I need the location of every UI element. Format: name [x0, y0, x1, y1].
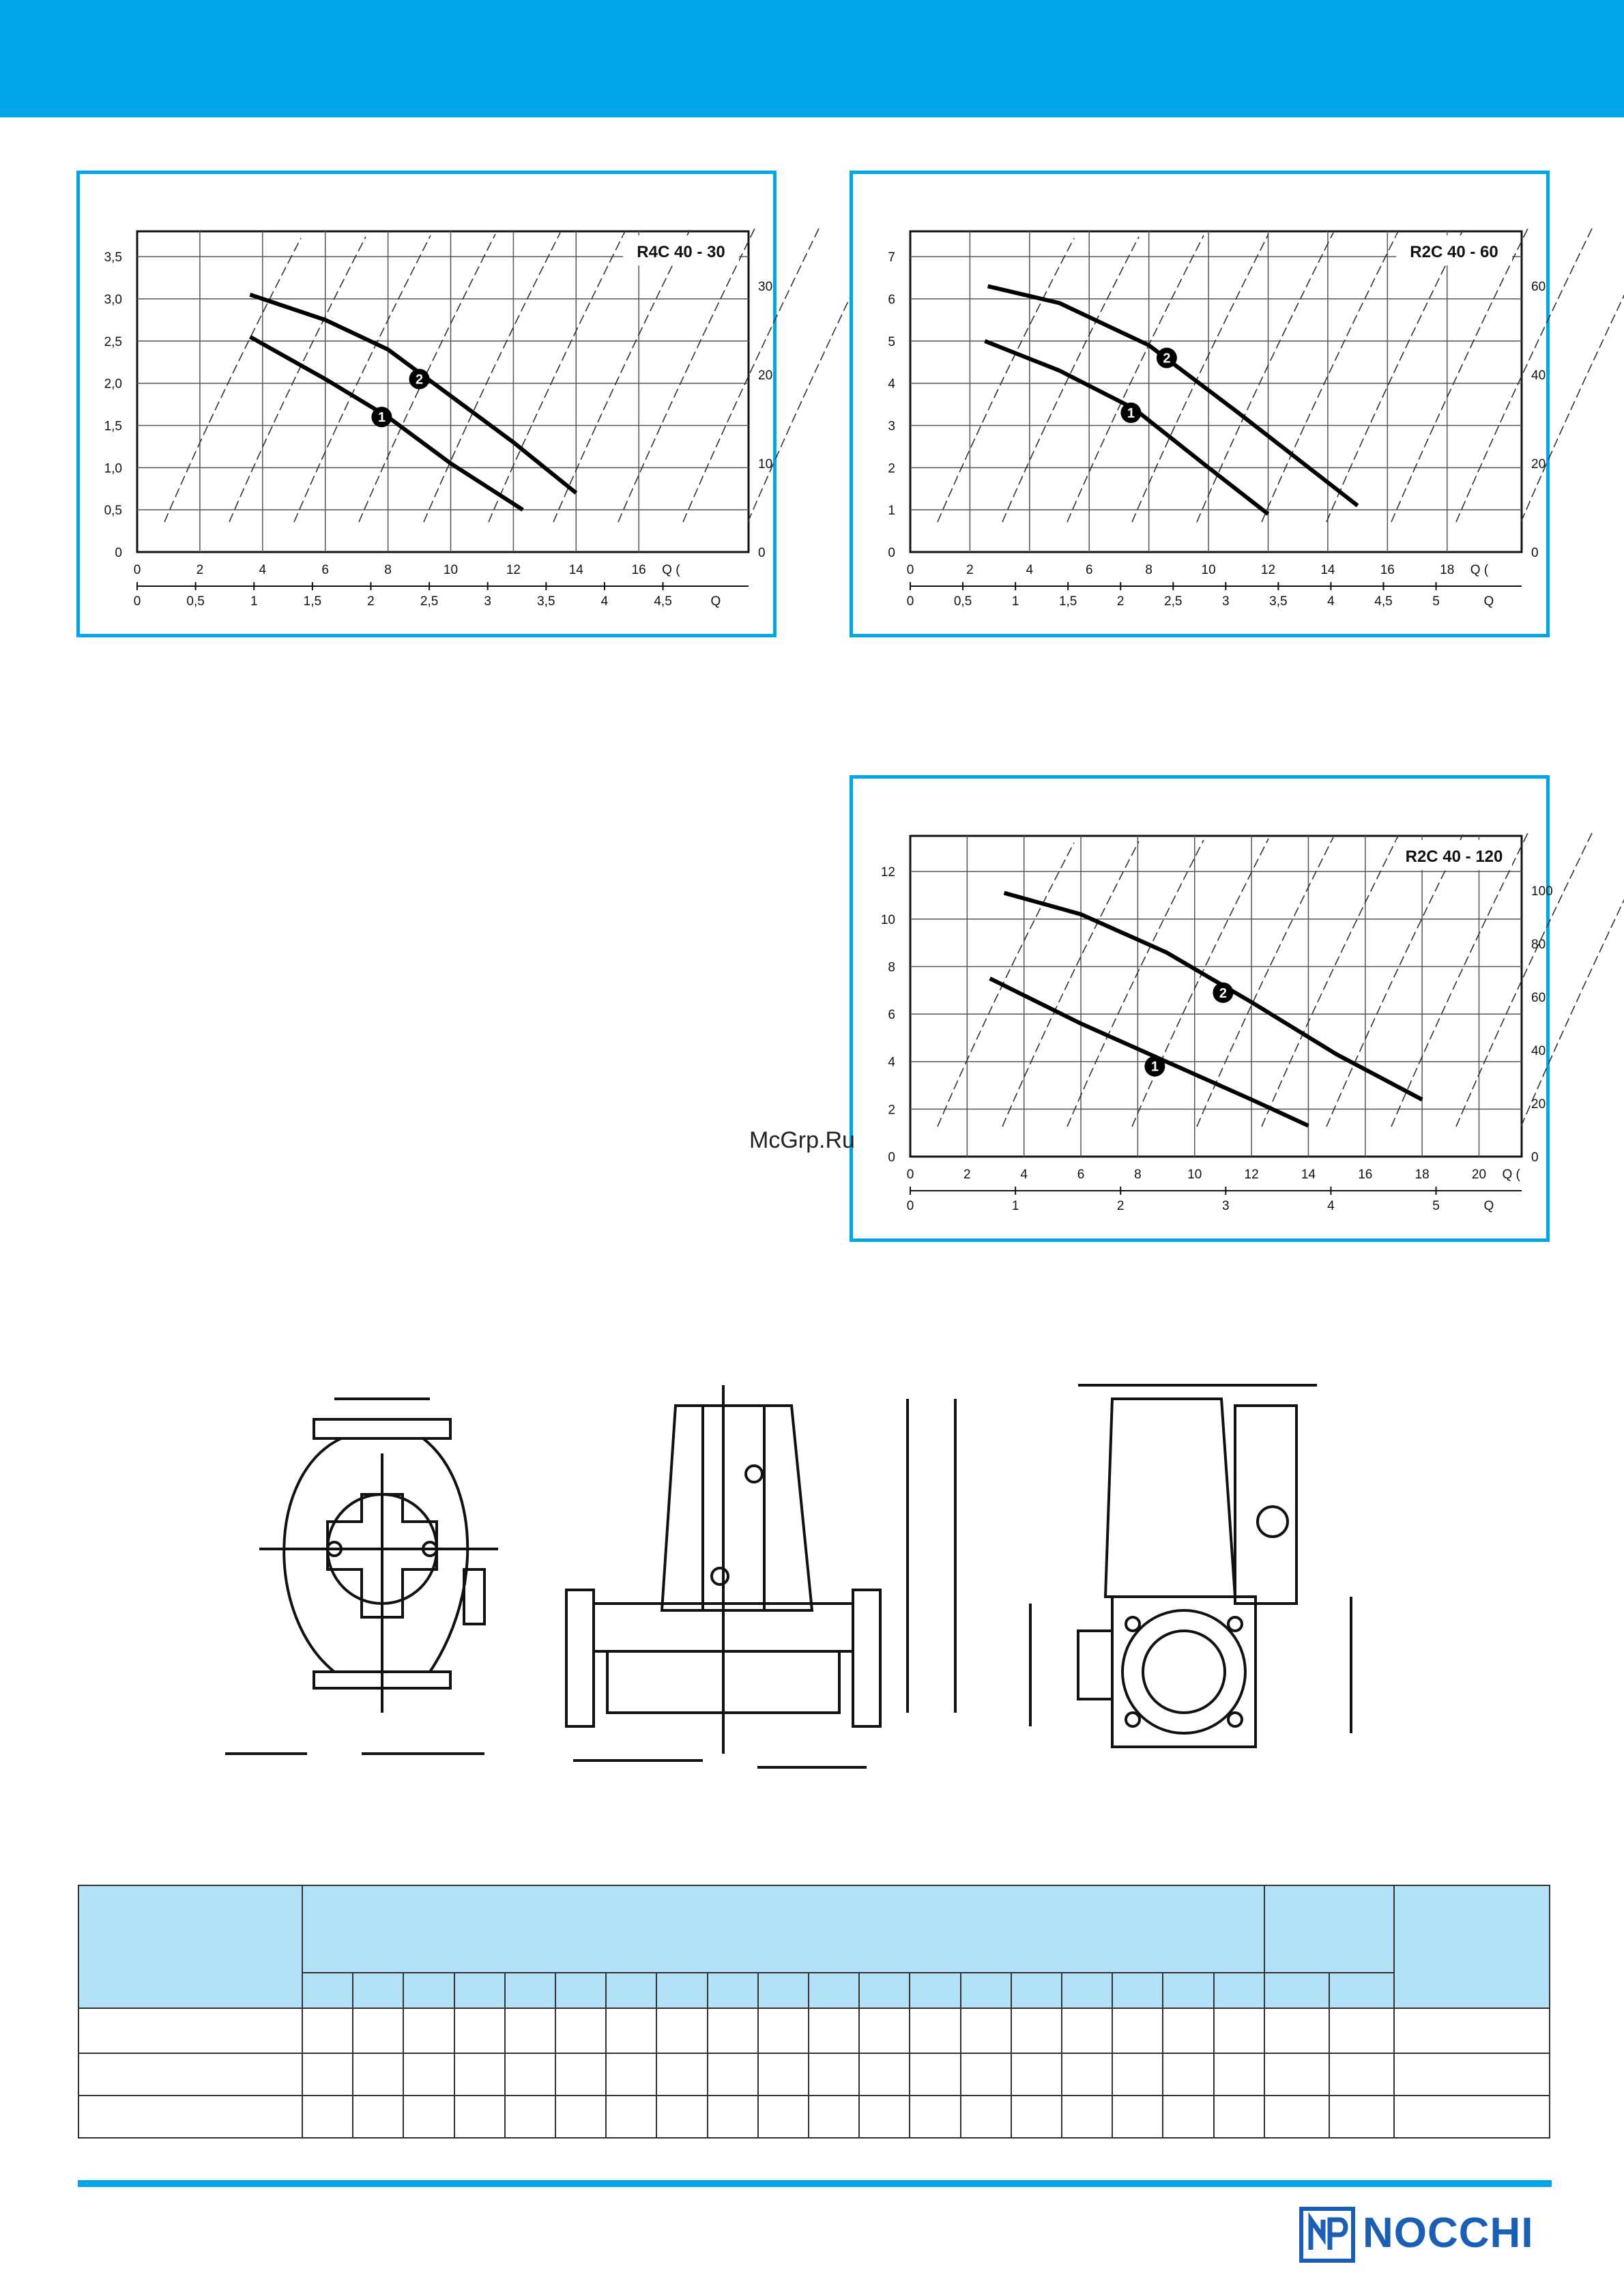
table-cell: [1163, 2096, 1213, 2138]
system-curve: [1391, 833, 1528, 1127]
table-cell: [961, 2096, 1011, 2138]
y-tick-label: 10: [880, 912, 895, 927]
y-tick-label: 3: [888, 419, 895, 434]
secondary-tick-label: 0,5: [953, 594, 972, 609]
table-subheader-cell: [809, 1973, 859, 2008]
x-tick-label: 10: [443, 563, 459, 577]
table-cell: [656, 2096, 707, 2138]
system-curve: [1456, 227, 1593, 522]
secondary-tick-label: 4,5: [1374, 594, 1393, 609]
y-tick-label: 0: [888, 1150, 895, 1165]
table-cell: [656, 2008, 707, 2053]
table-cell: [78, 2053, 302, 2096]
y-tick-label: 3,5: [104, 250, 122, 265]
top-header-band: [0, 0, 1624, 117]
secondary-tick-label: 1: [1011, 1199, 1019, 1213]
right-tick-label: 0: [1531, 546, 1539, 560]
footer-rule: [78, 2180, 1552, 2187]
table-cell: [1011, 2053, 1062, 2096]
table-header-cell: [302, 1885, 1264, 1973]
secondary-tick-label: 2,5: [420, 594, 439, 609]
right-tick-label: 100: [1531, 884, 1553, 899]
x-tick-label: 0: [133, 563, 141, 577]
table-cell: [1264, 2053, 1329, 2096]
table-row: [78, 2053, 1550, 2096]
x-tick-label: 8: [1145, 563, 1152, 577]
right-tick-label: 20: [1531, 1097, 1546, 1112]
table-subheader-cell: [1264, 1973, 1329, 2008]
system-curve: [1391, 229, 1528, 522]
table-cell: [1214, 2096, 1264, 2138]
table-cell: [809, 2053, 859, 2096]
y-tick-label: 4: [888, 377, 895, 392]
system-curve: [1067, 840, 1204, 1127]
x-axis-label: Q (: [1502, 1168, 1520, 1182]
table-subheader-cell: [708, 1973, 758, 2008]
y-tick-label: 2,5: [104, 334, 122, 349]
y-tick-label: 6: [888, 1008, 895, 1023]
table-cell: [859, 2096, 910, 2138]
table-cell: [1062, 2096, 1112, 2138]
x-tick-label: 14: [1301, 1168, 1316, 1182]
system-curve: [1132, 839, 1268, 1127]
system-curve: [1067, 235, 1204, 522]
x-tick-label: 14: [568, 563, 583, 577]
system-curve: [229, 237, 366, 522]
table-cell: [555, 2008, 606, 2053]
secondary-tick-label: 0,5: [186, 594, 205, 609]
table-cell: [454, 2008, 505, 2053]
table-subheader-cell: [555, 1973, 606, 2008]
right-tick-label: 60: [1531, 279, 1546, 294]
table-row: [78, 2096, 1550, 2138]
y-tick-label: 2,0: [104, 377, 122, 392]
curve-marker-label: 1: [1127, 405, 1135, 421]
table-subheader-cell: [758, 1973, 809, 2008]
secondary-tick-label: 1,5: [303, 594, 322, 609]
system-curve: [683, 227, 820, 522]
table-cell: [1163, 2008, 1213, 2053]
right-tick-label: 60: [1531, 990, 1546, 1005]
table-cell: [1062, 2008, 1112, 2053]
system-curve: [1326, 230, 1463, 522]
secondary-tick-label: 5: [1432, 1199, 1440, 1213]
table-cell: [302, 2096, 353, 2138]
y-tick-label: 0,5: [104, 504, 122, 519]
system-curve: [1002, 237, 1139, 522]
x-tick-label: 4: [1026, 563, 1034, 577]
x-axis-label: Q (: [662, 563, 680, 577]
secondary-tick-label: 5: [1432, 594, 1440, 609]
curve-series-1: [985, 341, 1268, 515]
specifications-table: [78, 1885, 1550, 2139]
x-tick-label: 2: [196, 563, 204, 577]
table-subheader-cell: [1163, 1973, 1213, 2008]
table-cell: [1112, 2053, 1163, 2096]
curve-series-2: [988, 286, 1358, 506]
plot-area: [910, 231, 1522, 552]
table-cell: [505, 2096, 555, 2138]
y-tick-label: 8: [888, 960, 895, 975]
table-cell: [708, 2008, 758, 2053]
table-cell: [1264, 2008, 1329, 2053]
table-header-cell: [1394, 1885, 1550, 2008]
table-cell: [78, 2096, 302, 2138]
secondary-tick-label: 3: [1222, 1199, 1230, 1213]
table-subheader-cell: [302, 1973, 353, 2008]
secondary-tick-label: 2: [1116, 594, 1125, 609]
y-tick-label: 1: [888, 504, 895, 519]
table-row: [78, 2008, 1550, 2053]
watermark-text: McGrp.Ru: [749, 1127, 855, 1153]
table-cell: [910, 2053, 960, 2096]
table-cell: [1214, 2053, 1264, 2096]
system-curve: [1456, 832, 1593, 1127]
front-view-drawing: [566, 1385, 955, 1767]
table-cell: [961, 2008, 1011, 2053]
x-tick-label: 20: [1471, 1168, 1487, 1182]
x-tick-label: 6: [1085, 563, 1093, 577]
right-tick-label: 20: [1531, 457, 1546, 472]
table-cell: [78, 2008, 302, 2053]
secondary-tick-label: 1: [1011, 594, 1019, 609]
curve-series-2: [250, 295, 576, 493]
table-subheader-cell: [1011, 1973, 1062, 2008]
table-subheader-cell: [505, 1973, 555, 2008]
table-cell: [606, 2096, 656, 2138]
system-curve: [553, 230, 690, 522]
pump-dimension-drawings: [225, 1385, 1440, 1808]
system-curve: [1197, 233, 1333, 522]
table-cell: [403, 2008, 454, 2053]
secondary-axis-label: Q: [1483, 594, 1494, 609]
secondary-tick-label: 1,5: [1058, 594, 1077, 609]
top-view-drawing: [1030, 1385, 1351, 1747]
secondary-tick-label: 0: [906, 1199, 914, 1213]
brand-logo: [1300, 2207, 1552, 2262]
table-subheader-cell: [454, 1973, 505, 2008]
system-curve: [424, 233, 560, 522]
y-tick-label: 2: [888, 461, 895, 476]
table-cell: [1011, 2008, 1062, 2053]
secondary-tick-label: 2: [367, 594, 375, 609]
model-label: R2C 40 - 120: [1405, 847, 1503, 866]
y-tick-label: 1,5: [104, 419, 122, 434]
table-cell: [606, 2008, 656, 2053]
table-subheader-cell: [656, 1973, 707, 2008]
right-tick-label: 40: [1531, 1043, 1546, 1058]
model-label: R2C 40 - 60: [1410, 243, 1498, 261]
side-view-drawing: [225, 1399, 498, 1754]
secondary-axis-label: Q: [1483, 1199, 1494, 1213]
table-cell: [1329, 2096, 1394, 2138]
secondary-tick-label: 3,5: [1269, 594, 1288, 609]
table-header-cell: [78, 1885, 302, 2008]
table-cell: [1011, 2096, 1062, 2138]
curve-series-2: [1004, 893, 1423, 1100]
x-tick-label: 18: [1440, 563, 1455, 577]
table-cell: [758, 2096, 809, 2138]
chart-r2c-40-60: [850, 171, 1550, 637]
table-cell: [1329, 2053, 1394, 2096]
table-subheader-cell: [1112, 1973, 1163, 2008]
logo-wordmark: NOCCHI: [1363, 2209, 1534, 2257]
y-tick-label: 4: [888, 1055, 895, 1070]
table-cell: [961, 2053, 1011, 2096]
secondary-tick-label: 0: [133, 594, 141, 609]
table-cell: [353, 2096, 403, 2138]
table-subheader-cell: [606, 1973, 656, 2008]
table-cell: [403, 2053, 454, 2096]
table-cell: [505, 2053, 555, 2096]
table-subheader-cell: [859, 1973, 910, 2008]
table-cell: [454, 2096, 505, 2138]
y-tick-label: 3,0: [104, 292, 122, 307]
table-cell: [1163, 2053, 1213, 2096]
x-tick-label: 6: [1077, 1168, 1085, 1182]
x-tick-label: 4: [259, 563, 267, 577]
table-cell: [302, 2053, 353, 2096]
x-tick-label: 4: [1020, 1168, 1028, 1182]
curve-marker-label: 2: [1219, 985, 1227, 1001]
table-cell: [555, 2053, 606, 2096]
y-tick-label: 12: [880, 865, 895, 880]
chart-r4c-40-30: [76, 171, 777, 637]
table-cell: [454, 2053, 505, 2096]
table-cell: [1062, 2053, 1112, 2096]
model-label: R4C 40 - 30: [637, 243, 725, 261]
x-tick-label: 14: [1320, 563, 1335, 577]
chart-r2c-40-120: [850, 775, 1553, 1242]
x-tick-label: 10: [1201, 563, 1216, 577]
table-cell: [1112, 2096, 1163, 2138]
x-tick-label: 2: [963, 1168, 971, 1182]
x-tick-label: 8: [1134, 1168, 1142, 1182]
table-cell: [910, 2008, 960, 2053]
table-cell: [708, 2053, 758, 2096]
curve-marker-label: 2: [1163, 351, 1171, 366]
table-cell: [1394, 2096, 1550, 2138]
right-tick-label: 80: [1531, 937, 1546, 952]
x-tick-label: 12: [1260, 563, 1276, 577]
y-tick-label: 6: [888, 292, 895, 307]
secondary-tick-label: 4: [600, 594, 609, 609]
right-tick-label: 20: [758, 368, 773, 383]
table-cell: [1394, 2008, 1550, 2053]
np-monogram-icon: [1300, 2207, 1354, 2262]
system-curve: [1262, 836, 1398, 1127]
table-cell: [809, 2008, 859, 2053]
system-curve: [938, 238, 1074, 522]
table-subheader-cell: [961, 1973, 1011, 2008]
table-header-cell: [1264, 1885, 1394, 1973]
y-tick-label: 7: [888, 250, 895, 265]
table-cell: [859, 2008, 910, 2053]
table-cell: [403, 2096, 454, 2138]
table-cell: [555, 2096, 606, 2138]
table-subheader-cell: [403, 1973, 454, 2008]
y-tick-label: 0: [888, 546, 895, 560]
system-curve: [164, 238, 301, 522]
table-cell: [910, 2096, 960, 2138]
secondary-tick-label: 3: [1222, 594, 1230, 609]
x-tick-label: 0: [906, 1168, 914, 1182]
table-cell: [656, 2053, 707, 2096]
x-tick-label: 18: [1415, 1168, 1430, 1182]
right-tick-label: 30: [758, 279, 773, 294]
system-curve: [1521, 830, 1624, 1127]
system-curve: [1002, 841, 1139, 1127]
table-cell: [1264, 2096, 1329, 2138]
curve-marker-label: 1: [377, 410, 386, 426]
table-cell: [505, 2008, 555, 2053]
table-cell: [1112, 2008, 1163, 2053]
table-subheader-cell: [1062, 1973, 1112, 2008]
right-tick-label: 40: [1531, 368, 1546, 383]
table-cell: [606, 2053, 656, 2096]
x-tick-label: 16: [1380, 563, 1395, 577]
y-tick-label: 0: [115, 546, 122, 560]
curve-series-1: [990, 979, 1309, 1126]
secondary-tick-label: 1: [250, 594, 258, 609]
table-cell: [1214, 2008, 1264, 2053]
x-tick-label: 12: [506, 563, 521, 577]
x-axis-label: Q (: [1470, 563, 1489, 577]
x-tick-label: 12: [1244, 1168, 1259, 1182]
table-cell: [353, 2008, 403, 2053]
x-tick-label: 8: [384, 563, 392, 577]
table-cell: [302, 2008, 353, 2053]
x-tick-label: 2: [966, 563, 974, 577]
system-curve: [1326, 835, 1463, 1127]
right-tick-label: 0: [758, 546, 766, 560]
curve-marker-label: 1: [1150, 1059, 1159, 1075]
table-subheader-cell: [1214, 1973, 1264, 2008]
x-tick-label: 6: [321, 563, 329, 577]
system-curve: [1132, 234, 1268, 522]
system-curve: [1262, 231, 1398, 522]
table-cell: [1394, 2053, 1550, 2096]
secondary-tick-label: 2,5: [1164, 594, 1183, 609]
secondary-tick-label: 3,5: [537, 594, 555, 609]
table-subheader-cell: [1329, 1973, 1394, 2008]
secondary-tick-label: 4: [1327, 1199, 1335, 1213]
y-tick-label: 2: [888, 1103, 895, 1118]
table-cell: [758, 2008, 809, 2053]
table-cell: [353, 2053, 403, 2096]
y-tick-label: 5: [888, 334, 895, 349]
secondary-tick-label: 4,5: [654, 594, 672, 609]
secondary-tick-label: 0: [906, 594, 914, 609]
table-subheader-cell: [353, 1973, 403, 2008]
table-subheader-cell: [910, 1973, 960, 2008]
table-cell: [1329, 2008, 1394, 2053]
table-cell: [758, 2053, 809, 2096]
x-tick-label: 16: [1358, 1168, 1373, 1182]
table-cell: [708, 2096, 758, 2138]
right-tick-label: 10: [758, 457, 773, 472]
secondary-tick-label: 3: [484, 594, 491, 609]
x-tick-label: 0: [906, 563, 914, 577]
secondary-tick-label: 2: [1116, 1199, 1125, 1213]
secondary-axis-label: Q: [710, 594, 721, 609]
x-tick-label: 10: [1187, 1168, 1202, 1182]
right-tick-label: 0: [1531, 1150, 1539, 1165]
x-tick-label: 16: [631, 563, 646, 577]
curve-marker-label: 2: [415, 372, 424, 388]
table-cell: [859, 2053, 910, 2096]
table-cell: [809, 2096, 859, 2138]
secondary-tick-label: 4: [1327, 594, 1335, 609]
y-tick-label: 1,0: [104, 461, 122, 476]
